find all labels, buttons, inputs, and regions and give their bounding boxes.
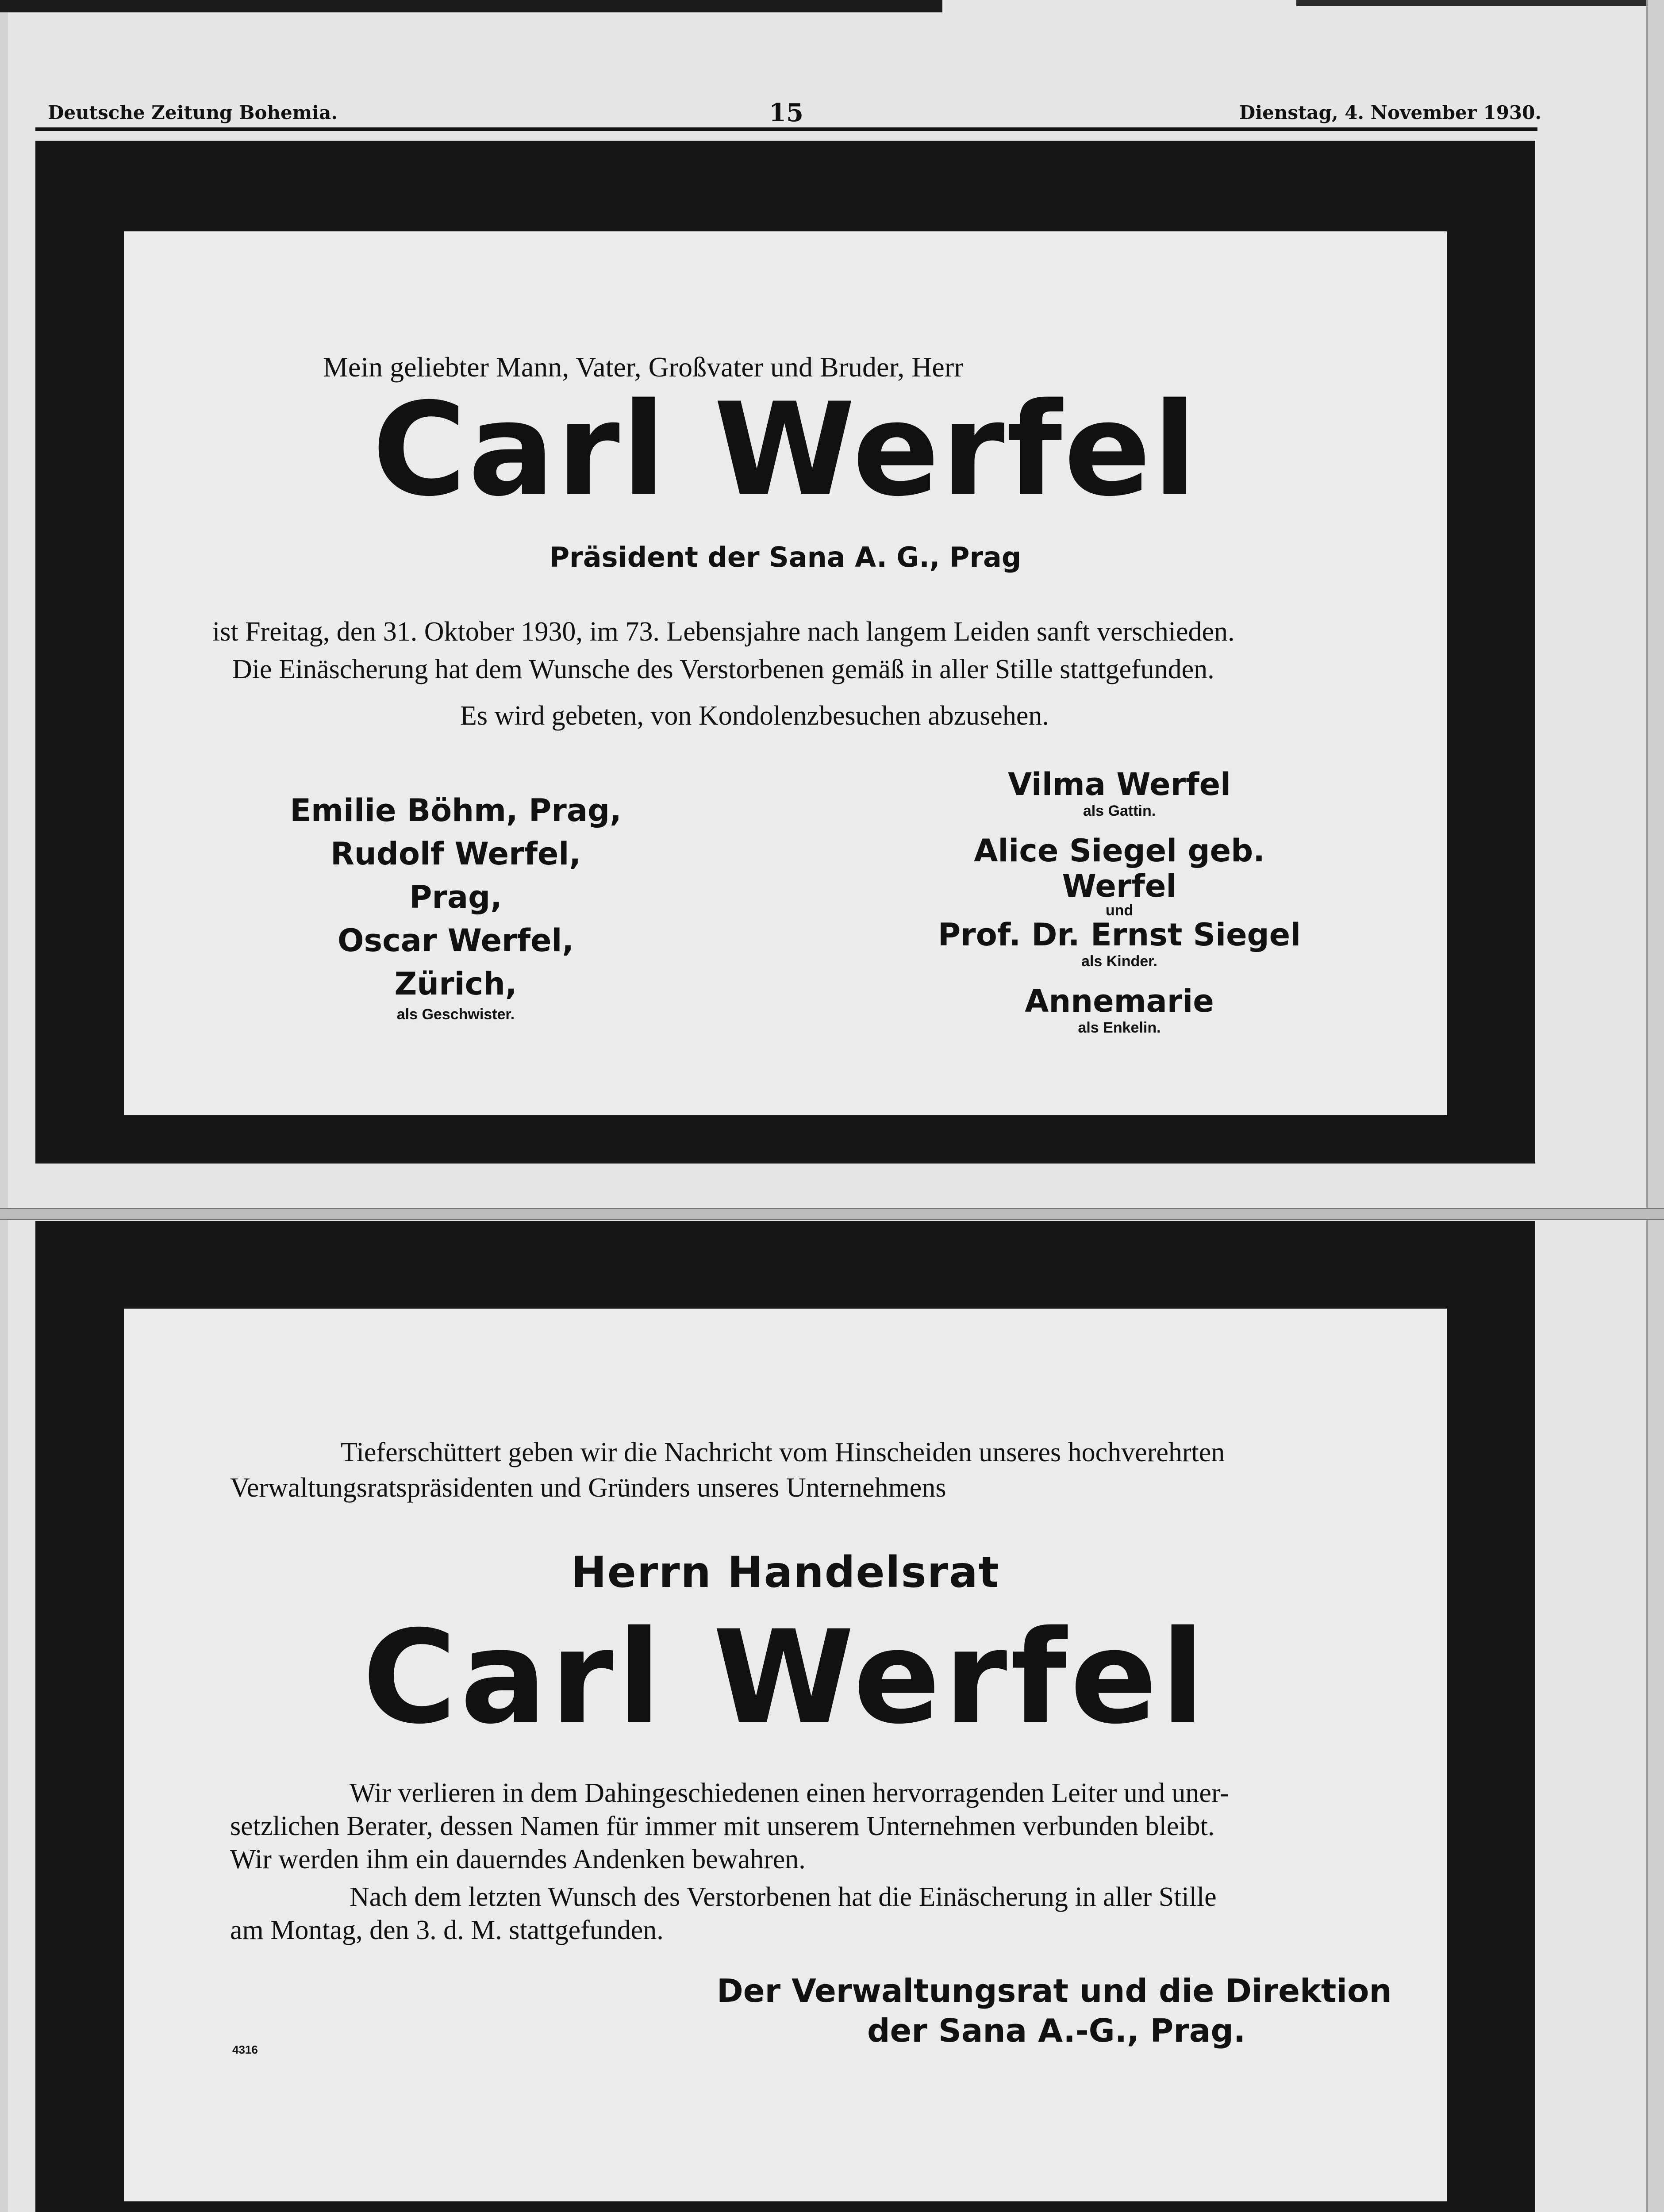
and-label: und: [1105, 902, 1134, 919]
scan-top-edge: [0, 0, 942, 12]
scan-top-edge-right: [1296, 0, 1664, 6]
body-line: Nach dem letzten Wunsch des Verstorbenen hat die Einäscherung in aller Stille: [350, 1882, 1217, 1912]
siblings-label: als Geschwister.: [396, 1006, 515, 1023]
signature-line: Der Verwaltungsrat und die Direktion: [717, 1972, 1392, 2009]
children-label: als Kinder.: [1081, 953, 1157, 970]
notice-panel: [124, 1309, 1447, 2201]
deceased-name: Carl Werfel: [362, 1603, 1208, 1752]
siblings-block: [279, 789, 633, 1023]
scan-right-edge: [1646, 0, 1664, 2212]
issue-date: Dienstag, 4. November 1930.: [1239, 102, 1541, 123]
obituary-notice-family: [35, 141, 1535, 1164]
scan-left-edge: [0, 0, 8, 2212]
body-line: Wir werden ihm ein dauerndes Andenken bewahren.: [230, 1844, 806, 1874]
wife-name: Vilma Werfel: [1007, 766, 1231, 803]
body-line: ist Freitag, den 31. Oktober 1930, im 73. Lebensjahre nach langem Leiden sanft verschieden.: [212, 617, 1235, 647]
body-line: setzlichen Berater, dessen Namen für immer mit unserem Unternehmen verbunden bleibt.: [230, 1811, 1215, 1841]
sibling-name: Oscar Werfel, Zürich,: [337, 922, 574, 1002]
body-line: Die Einäscherung hat dem Wunsche des Verstorbenen gemäß in aller Stille stattgefunden.: [232, 654, 1214, 684]
notice-panel: [124, 231, 1447, 1115]
request-line: Es wird gebeten, von Kondolenzbesuchen abzusehen.: [460, 701, 1049, 731]
body-line: Wir verlieren in dem Dahingeschiedenen einen hervorragenden Leiter und uner-: [350, 1778, 1229, 1808]
child-name: Prof. Dr. Ernst Siegel: [938, 917, 1301, 953]
child-name: Alice Siegel geb. Werfel: [974, 833, 1265, 904]
newspaper-name: Deutsche Zeitung Bohemia.: [48, 102, 338, 123]
deceased-title: Präsident der Sana A. G., Prag: [549, 541, 1022, 573]
page-fold: [0, 1208, 1664, 1220]
intro-line: Tieferschüttert geben wir die Nachricht vom Hinscheiden unseres hochverehrten: [341, 1437, 1225, 1467]
honorific: Herrn Handelsrat: [571, 1548, 1000, 1597]
sibling-name: Rudolf Werfel, Prag,: [330, 836, 581, 915]
wife-label: als Gattin.: [1083, 803, 1156, 819]
page-number: 15: [769, 98, 803, 127]
grandchild-name: Annemarie: [1025, 983, 1214, 1019]
sibling-name: Emilie Böhm, Prag,: [290, 792, 622, 829]
family-block: [911, 767, 1327, 1037]
ad-code: 4316: [232, 2043, 258, 2056]
intro-text: Mein geliebter Mann, Vater, Großvater und Bruder, Herr: [323, 351, 964, 383]
body-line: am Montag, den 3. d. M. stattgefunden.: [230, 1915, 664, 1945]
obituary-notice-company: [35, 1221, 1535, 2212]
grandchild-label: als Enkelin.: [1078, 1019, 1161, 1036]
signature-line: der Sana A.-G., Prag.: [867, 2012, 1246, 2049]
header-rule: [35, 127, 1537, 131]
page-header: [48, 98, 1541, 129]
intro-line: Verwaltungsratspräsidenten und Gründers unseres Unternehmens: [230, 1473, 946, 1503]
deceased-name: Carl Werfel: [372, 376, 1199, 525]
